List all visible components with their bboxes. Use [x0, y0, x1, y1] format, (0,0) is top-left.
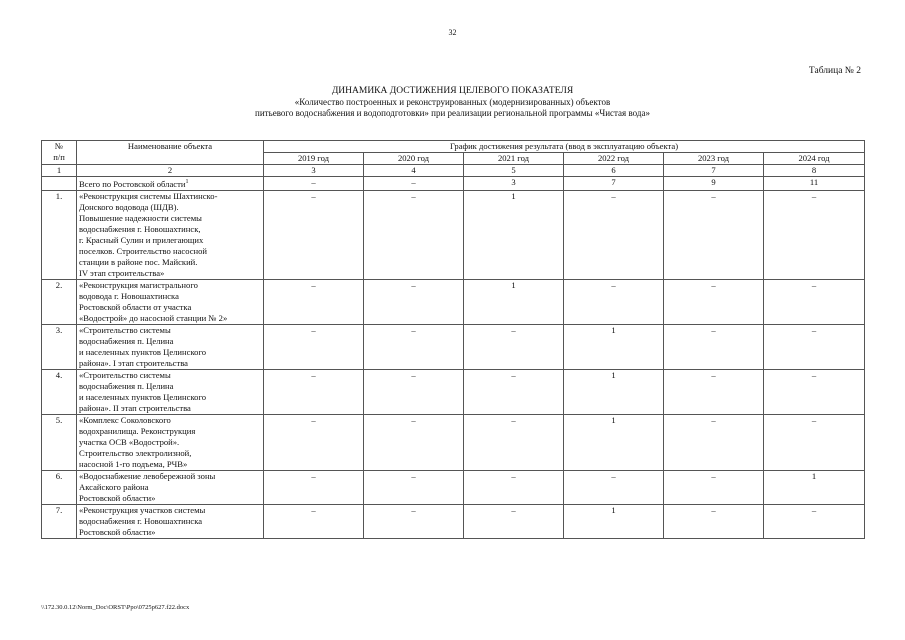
year-value-cell: – — [564, 470, 664, 504]
row-number-cell: 1. — [42, 190, 77, 279]
total-value-cell: – — [264, 177, 364, 191]
object-name-cell — [77, 369, 264, 414]
object-name-line: водоснабжения п. Целина — [79, 335, 174, 346]
object-name-line: Ростовской области» — [79, 492, 156, 503]
year-value-cell: – — [464, 369, 564, 414]
year-value-cell: – — [564, 190, 664, 279]
total-value-cell: 11 — [764, 177, 865, 191]
year-value-cell: – — [264, 369, 364, 414]
year-value-cell: 1 — [564, 369, 664, 414]
object-name-cell — [77, 414, 264, 470]
object-name-line: IV этап строительства» — [79, 267, 165, 278]
row-number-cell: 2. — [42, 279, 77, 324]
object-name-line: водохранилища. Реконструкция — [79, 425, 196, 436]
object-name-line: и населенных пунктов Целинского — [79, 346, 207, 357]
heading-line-1: ДИНАМИКА ДОСТИЖЕНИЯ ЦЕЛЕВОГО ПОКАЗАТЕЛЯ — [331, 86, 574, 96]
year-value-cell: – — [664, 190, 764, 279]
column-number-cell: 2 — [77, 165, 264, 177]
object-name-line: станции в районе пос. Майский. — [79, 256, 198, 267]
total-value-cell: 9 — [664, 177, 764, 191]
object-name-line: Донского водовода (ШДВ). — [79, 201, 179, 212]
object-name-line: Ростовской области от участка — [79, 301, 192, 312]
column-number-cell: 6 — [564, 165, 664, 177]
object-name-line: Строительство электролизной, — [79, 447, 192, 458]
year-value-cell: – — [264, 324, 364, 369]
header-year-0: 2019 год — [264, 153, 364, 165]
total-footnote-mark: 1 — [185, 179, 189, 185]
year-value-cell: 1 — [764, 470, 865, 504]
total-value-cell: 7 — [564, 177, 664, 191]
total-value-cell: – — [364, 177, 464, 191]
column-number-cell: 3 — [264, 165, 364, 177]
object-name-line: водовода г. Новошахтинска — [79, 290, 179, 301]
object-name-line: Аксайского района — [79, 481, 149, 492]
total-label-cell — [77, 177, 264, 191]
table-row — [42, 190, 865, 279]
row-number-cell: 5. — [42, 414, 77, 470]
year-value-cell: – — [264, 504, 364, 538]
object-name-line: Повышение надежности системы — [79, 212, 202, 223]
column-number-row — [42, 165, 865, 177]
year-value-cell: – — [764, 324, 865, 369]
year-value-cell: – — [664, 369, 764, 414]
table-label: Таблица № 2 — [808, 66, 861, 76]
year-value-cell: – — [364, 190, 464, 279]
table-row — [42, 470, 865, 504]
heading-line-2: «Количество построенных и реконструированных (модернизированных) объектов — [294, 97, 611, 107]
year-value-cell: – — [664, 470, 764, 504]
object-name-line: «Реконструкция магистрального — [79, 279, 198, 290]
object-name-cell — [77, 190, 264, 279]
year-value-cell: – — [464, 470, 564, 504]
year-value-cell: – — [464, 504, 564, 538]
object-name-line: «Строительство системы — [79, 324, 171, 335]
object-name-line: г. Красный Сулин и прилегающих — [79, 234, 204, 245]
row-number-cell: 7. — [42, 504, 77, 538]
header-number — [42, 141, 77, 165]
year-value-cell: – — [364, 279, 464, 324]
year-value-cell: – — [664, 504, 764, 538]
year-value-cell: – — [564, 279, 664, 324]
page-number: 32 — [448, 28, 457, 37]
column-number-cell: 4 — [364, 165, 464, 177]
file-path-footer: \\172.30.0.12\Norm_Doc\ORST\Ppo\0725p627.f22.docx — [41, 604, 190, 611]
year-value-cell: 1 — [564, 504, 664, 538]
total-value-cell: 3 — [464, 177, 564, 191]
object-name-line: «Реконструкция системы Шахтинско- — [79, 190, 218, 201]
year-value-cell: – — [364, 414, 464, 470]
year-value-cell: – — [264, 190, 364, 279]
object-name-line: поселков. Строительство насосной — [79, 245, 208, 256]
year-value-cell: – — [264, 414, 364, 470]
header-year-3: 2022 год — [564, 153, 664, 165]
total-label: Всего по Ростовской области — [79, 178, 186, 189]
header-schedule: График достижения результата (ввод в эксплуатацию объекта) — [264, 141, 865, 153]
object-name-line: «Строительство системы — [79, 369, 171, 380]
header-year-4: 2023 год — [664, 153, 764, 165]
year-value-cell: – — [764, 279, 865, 324]
table-row — [42, 504, 865, 538]
year-value-cell: – — [364, 369, 464, 414]
object-name-line: района». I этап строительства — [79, 357, 188, 368]
row-number-cell: 4. — [42, 369, 77, 414]
total-num-cell — [42, 177, 77, 191]
target-indicator-table — [41, 140, 865, 539]
object-name-cell — [77, 324, 264, 369]
object-name-line: «Водострой» до насосной станции № 2» — [79, 312, 228, 323]
object-name-cell — [77, 470, 264, 504]
row-number-cell: 6. — [42, 470, 77, 504]
year-value-cell: – — [464, 324, 564, 369]
year-value-cell: – — [364, 504, 464, 538]
year-value-cell: – — [764, 369, 865, 414]
year-value-cell: – — [664, 414, 764, 470]
object-name-line: «Реконструкция участков системы — [79, 504, 206, 515]
object-name-line: «Комплекс Соколовского — [79, 414, 171, 425]
object-name-line: водоснабжения п. Целина — [79, 380, 174, 391]
year-value-cell: – — [664, 279, 764, 324]
table-heading — [0, 86, 905, 119]
year-value-cell: 1 — [464, 190, 564, 279]
column-number-cell: 5 — [464, 165, 564, 177]
year-value-cell: – — [264, 470, 364, 504]
header-year-5: 2024 год — [764, 153, 865, 165]
object-name-cell — [77, 279, 264, 324]
object-name-line: водоснабжения г. Новошахтинск, — [79, 223, 201, 234]
year-value-cell: – — [264, 279, 364, 324]
year-value-cell: – — [764, 504, 865, 538]
heading-line-3: питьевого водоснабжения и водоподготовки» при реализации региональной программы «Чистая вода» — [255, 108, 650, 118]
object-name-line: Ростовской области» — [79, 526, 156, 537]
year-value-cell: 1 — [564, 324, 664, 369]
total-row — [42, 177, 865, 191]
header-object-name: Наименование объекта — [77, 141, 264, 165]
table-row — [42, 279, 865, 324]
object-name-line: участка ОСВ «Водострой». — [79, 436, 180, 447]
year-value-cell: – — [364, 324, 464, 369]
header-number-sign: № — [54, 141, 64, 151]
object-name-line: «Водоснабжение левобережной зоны — [79, 470, 216, 481]
object-name-line: района». II этап строительства — [79, 402, 191, 413]
row-number-cell: 3. — [42, 324, 77, 369]
year-value-cell: – — [764, 190, 865, 279]
table-row — [42, 369, 865, 414]
header-year-2: 2021 год — [464, 153, 564, 165]
object-name-line: насосной 1-го подъема, РЧВ» — [79, 458, 188, 469]
column-number-cell: 1 — [42, 165, 77, 177]
object-name-line: водоснабжения г. Новошахтинска — [79, 515, 203, 526]
year-value-cell: – — [364, 470, 464, 504]
year-value-cell: – — [464, 414, 564, 470]
object-name-line: и населенных пунктов Целинского — [79, 391, 207, 402]
table-row — [42, 414, 865, 470]
table-row — [42, 324, 865, 369]
object-name-cell — [77, 504, 264, 538]
year-value-cell: – — [764, 414, 865, 470]
header-number-pp: п/п — [53, 152, 65, 162]
year-value-cell: 1 — [464, 279, 564, 324]
year-value-cell: 1 — [564, 414, 664, 470]
column-number-cell: 7 — [664, 165, 764, 177]
header-year-1: 2020 год — [364, 153, 464, 165]
column-number-cell: 8 — [764, 165, 865, 177]
year-value-cell: – — [664, 324, 764, 369]
